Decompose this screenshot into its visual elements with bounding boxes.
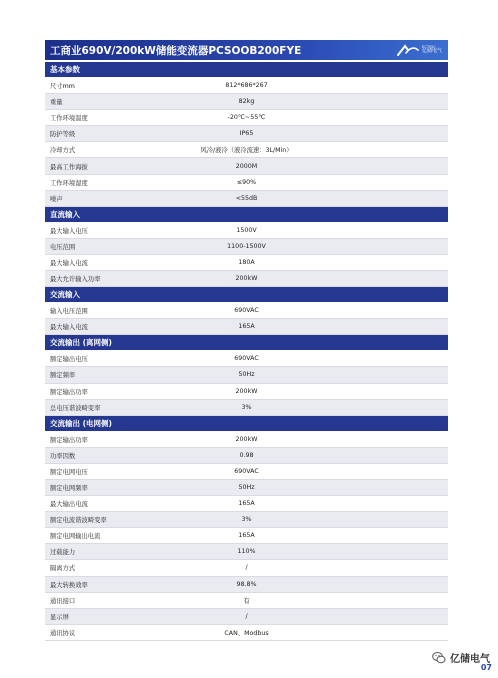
brand-logo (397, 44, 448, 56)
spec-label: 工作环境温度 (50, 115, 88, 123)
spec-row (45, 255, 448, 271)
spec-value: 165A (238, 500, 255, 508)
spec-value: 200kW (235, 275, 258, 283)
spec-value: 82kg (238, 98, 255, 106)
logo-chinese-text: 亿储电气 (421, 48, 442, 55)
spec-row (45, 400, 448, 416)
spec-label: 额定频率 (50, 372, 76, 380)
spec-row (45, 577, 448, 593)
spec-label: 噪声 (50, 195, 63, 203)
spec-value: 50Hz (238, 371, 255, 379)
spec-row (45, 158, 448, 174)
wechat-icon (432, 651, 446, 665)
spec-value: 690VAC (234, 307, 259, 315)
spec-value: 0.98 (239, 451, 254, 459)
spec-value: 3% (241, 516, 252, 524)
spec-row (45, 544, 448, 560)
footer-brand-name: 亿储电气 (450, 654, 490, 665)
spec-row (45, 432, 448, 448)
spec-label: 额定电流谐波畸变率 (50, 517, 107, 525)
spec-value: CAN、Modbus (224, 629, 269, 637)
spec-row (45, 448, 448, 464)
spec-value: <55dB (235, 194, 258, 202)
spec-label: 总电压谐波畸变率 (50, 404, 101, 412)
spec-row (45, 351, 448, 367)
spec-value: 1100-1500V (227, 242, 266, 250)
spec-value: 165A (238, 323, 255, 331)
spec-label: 通讯协议 (50, 629, 76, 637)
spec-row (45, 78, 448, 94)
spec-value: / (245, 612, 248, 620)
spec-row (45, 560, 448, 576)
spec-row (45, 319, 448, 335)
spec-table (45, 62, 448, 641)
spec-row (45, 126, 448, 142)
spec-label: 额定电网电压 (50, 468, 88, 476)
spec-value: 有 (243, 597, 250, 605)
spec-row (45, 593, 448, 609)
spec-label: 额定输出功率 (50, 436, 88, 444)
spec-row (45, 528, 448, 544)
spec-row (45, 271, 448, 287)
spec-label: 额定输出电压 (50, 356, 88, 364)
spec-value: 50Hz (238, 484, 255, 492)
spec-row (45, 142, 448, 158)
spec-value: 180A (238, 258, 255, 266)
spec-label: 最大输入电流 (50, 324, 88, 332)
section-header: 基本参数 (45, 62, 448, 78)
spec-label: 最大输入电流 (50, 259, 88, 267)
logo-english-text: ECTRIC (421, 44, 436, 49)
spec-row (45, 110, 448, 126)
spec-value: 200kW (235, 387, 258, 395)
spec-label: 冷却方式 (50, 147, 76, 155)
section-header: 交流输出 (电网侧) (45, 416, 448, 432)
spec-label: 最大允许输入功率 (50, 276, 101, 284)
spec-value: 3% (241, 403, 252, 411)
spec-label: 额定电网输出电流 (50, 533, 101, 541)
spec-label: 最大输入电压 (50, 227, 88, 235)
spec-label: 最大转换效率 (50, 581, 88, 589)
spec-row (45, 609, 448, 625)
spec-label: 输入电压范围 (50, 308, 88, 316)
spec-value: 风冷/液冷（液冷流速：3L/Min） (200, 147, 293, 155)
spec-row (45, 94, 448, 110)
spec-row (45, 367, 448, 383)
spec-row (45, 239, 448, 255)
section-header: 交流输入 (45, 287, 448, 303)
spec-row (45, 223, 448, 239)
spec-value: 690VAC (234, 467, 259, 475)
spec-label: 最大输出电流 (50, 501, 88, 509)
spec-label: 显示屏 (50, 613, 69, 621)
spec-row (45, 496, 448, 512)
spec-value: 98.8% (236, 580, 257, 588)
page-number: 07 (480, 663, 492, 672)
spec-value: / (245, 564, 248, 572)
spec-value: -20℃~55℃ (227, 114, 266, 122)
spec-label: 防护等级 (50, 131, 76, 139)
spec-row (45, 512, 448, 528)
spec-value: ≤90% (236, 178, 257, 186)
spec-row (45, 191, 448, 207)
spec-value: 812*686*267 (225, 82, 268, 90)
logo-mark-icon (397, 44, 419, 56)
section-header: 交流输出 (离网侧) (45, 335, 448, 351)
spec-label: 功率因数 (50, 452, 76, 460)
section-header: 直流输入 (45, 207, 448, 223)
spec-value: 110% (237, 548, 256, 556)
spec-value: 2000M (235, 162, 258, 170)
spec-label: 额定电网频率 (50, 485, 88, 493)
spec-label: 重量 (50, 99, 63, 107)
spec-label: 电压范围 (50, 243, 76, 251)
spec-label: 最高工作海拔 (50, 163, 88, 171)
spec-label: 通讯接口 (50, 597, 76, 605)
spec-label: 尺寸mm (50, 83, 75, 91)
spec-row (45, 464, 448, 480)
page-title: 工商业690V/200kW储能变流器PCSOOB200FYE (50, 44, 302, 57)
spec-label: 隔离方式 (50, 565, 76, 573)
spec-row (45, 384, 448, 400)
spec-value: 200kW (235, 435, 258, 443)
spec-row (45, 480, 448, 496)
spec-label: 额定输出功率 (50, 388, 88, 396)
title-banner (45, 40, 448, 60)
spec-value: 165A (238, 532, 255, 540)
spec-label: 过载能力 (50, 549, 76, 557)
spec-row (45, 303, 448, 319)
spec-row (45, 175, 448, 191)
spec-value: 1500V (236, 226, 257, 234)
spec-value: 690VAC (234, 355, 259, 363)
spec-value: IP65 (239, 130, 254, 138)
spec-label: 工作环境湿度 (50, 179, 88, 187)
spec-row (45, 625, 448, 641)
